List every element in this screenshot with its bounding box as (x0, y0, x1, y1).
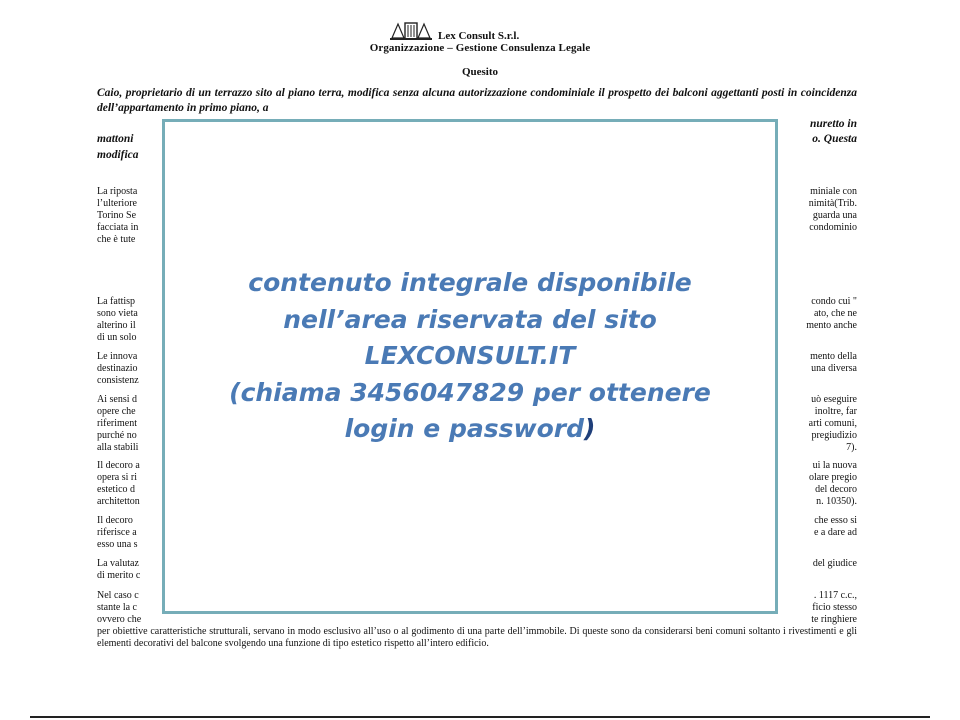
section-title: Quesito (461, 66, 499, 78)
company-name: Lex Consult S.r.l. (438, 30, 520, 42)
body-fragment-left: sono vieta (97, 308, 138, 319)
body-fragment-left: facciata in (97, 222, 139, 233)
body-fragment-right: del giudice (812, 558, 857, 569)
restricted-content-message (165, 265, 775, 448)
body-fragment-left: La riposta (97, 186, 138, 197)
body-fragment-right: uò eseguire (811, 394, 857, 405)
question-fragment: nuretto in (810, 118, 857, 130)
body-fragment-left: Il decoro (97, 515, 133, 526)
body-fragment-right: condominio (809, 222, 857, 233)
body-fragment-right: del decoro (815, 484, 857, 495)
body-fragment-right: 7). (846, 442, 857, 453)
body-fragment-right: e a dare ad (813, 527, 857, 538)
body-fragment-left: Le innova (97, 351, 138, 362)
body-fragment-right: pregiudizio (811, 430, 857, 441)
body-fragment-right: te ringhiere (811, 614, 857, 625)
body-fragment-left: purché no (97, 430, 137, 441)
overlay-login-text: login e password (344, 414, 584, 443)
body-fragment-left: opera si ri (97, 472, 137, 483)
body-fragment-left: opere che (97, 406, 136, 417)
body-fragment-left: consistenz (97, 375, 139, 386)
body-fragment-left: stante la c (97, 602, 137, 613)
body-fragment-left: di un solo (97, 332, 137, 343)
body-fragment-left: l’ulteriore (97, 198, 137, 209)
overlay-line (165, 411, 775, 448)
body-fragment-right: ficio stesso (812, 602, 857, 613)
body-fragment-right: una diversa (811, 363, 857, 374)
body-fragment-left: Nel caso c (97, 590, 139, 601)
body-fragment-right: mento anche (806, 320, 857, 331)
body-fragment-right: inoltre, far (814, 406, 857, 417)
body-fragment-left: La fattisp (97, 296, 136, 307)
body-fragment-left: Ai sensi d (97, 394, 137, 405)
footer-rule (30, 716, 930, 718)
body-fragment-left: Torino Se (97, 210, 137, 221)
body-fragment-right: nimità(Trib. (808, 198, 857, 209)
overlay-paren: ) (583, 414, 596, 443)
body-tail-paragraph: per obiettive caratteristiche strutturali, servano in modo esclusivo all’uso o al godimento di una parte dell’immobile. Di queste sono da considerarsi beni comuni soltanto i rivestimenti e gli elementi decorativi del balcone svolgendo una funzione di tipo estetico rispetto all’intero edificio. (97, 626, 857, 649)
question-fragment: o. Questa (812, 133, 857, 145)
overlay-line: nell’area riservata del sito (283, 304, 657, 334)
body-fragment-right: n. 10350). (816, 496, 857, 507)
crest-icon (388, 20, 434, 42)
body-fragment-right: miniale con (810, 186, 857, 197)
question-paragraph (97, 86, 857, 117)
body-fragment-right: che esso si (814, 515, 857, 526)
body-fragment-left: riferisce a (97, 527, 137, 538)
body-fragment-left: alla stabili (97, 442, 139, 453)
body-fragment-right: . 1117 c.c., (813, 590, 857, 601)
body-fragment-left: riferiment (97, 418, 137, 429)
body-fragment-right: guarda una (812, 210, 857, 221)
body-fragment-left: ovvero che (97, 614, 142, 625)
body-fragment-right: olare pregio (808, 472, 857, 483)
body-fragment-left: destinazio (97, 363, 138, 374)
body-fragment-left: di merito c (97, 570, 141, 581)
restricted-content-box (162, 119, 778, 614)
body-fragment-left: alterino il (97, 320, 136, 331)
body-fragment-left: La valutaz (97, 558, 139, 569)
question-fragment: mattoni (97, 133, 134, 145)
overlay-phone-line: (chiama 3456047829 per ottenere (229, 377, 711, 407)
question-fragment: modifica (97, 149, 139, 161)
body-fragment-left: Il decoro a (97, 460, 140, 471)
body-fragment-left: esso una s (97, 539, 138, 550)
question-text: Caio, proprietario di un terrazzo sito al piano terra, modifica senza alcuna autorizzazione condominiale il prospetto dei balconi aggettanti posti in coincidenza dell’appartamento in primo piano, a (97, 87, 857, 115)
body-fragment-right: ui la nuova (812, 460, 857, 471)
body-fragment-right: mento della (810, 351, 857, 362)
site-link[interactable]: LEXCONSULT.IT (364, 341, 576, 370)
overlay-line: contenuto integrale disponibile (248, 268, 692, 297)
body-fragment-right: arti comuni, (808, 418, 857, 429)
body-fragment-right: condo cui " (811, 296, 857, 307)
body-fragment-right: ato, che ne (813, 308, 857, 319)
body-fragment-left: estetico d (97, 484, 136, 495)
body-fragment-left: architetton (97, 496, 140, 507)
body-fragment-left: che è tute (97, 234, 136, 245)
company-subtitle: Organizzazione – Gestione Consulenza Legale (369, 42, 591, 54)
